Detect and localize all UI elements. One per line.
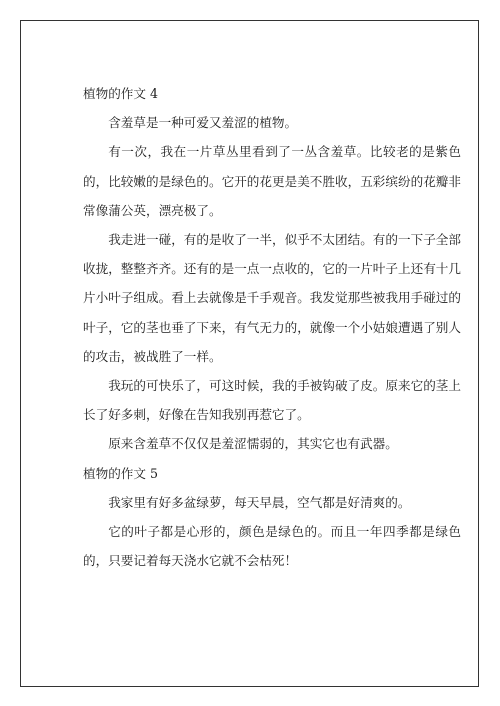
paragraph: 我玩的可快乐了，可这时候，我的手被钩破了皮。原来它的茎上长了好多刺，好像在告知我别再惹它了。 bbox=[83, 378, 461, 423]
paragraph: 有一次，我在一片草丛里看到了一丛含羞草。比较老的是紫色的，比较嫩的是绿色的。它开的花更是美不胜收，五彩缤纷的花瓣非常像蒲公英，漂亮极了。 bbox=[83, 144, 461, 218]
section-heading: 植物的作文 5 bbox=[83, 465, 158, 481]
paragraph: 我走进一碰，有的是收了一半，似乎不太团结。有的一下子全部收拢，整整齐齐。还有的是一点一点收的，它的一片叶子上还有十几片小叶子组成。看上去就像是千手观音。我发觉那些被我用手碰过的叶子，它的茎也垂了下来，有气无力的，就像一个小姑娘遭遇了别人的攻击，被战胜了一样。 bbox=[83, 232, 461, 364]
paragraph: 含羞草是一种可爱又羞涩的植物。 bbox=[108, 115, 298, 131]
paragraph: 原来含羞草不仅仅是羞涩懦弱的，其实它也有武器。 bbox=[108, 436, 398, 452]
section-heading: 植物的作文 4 bbox=[83, 86, 158, 101]
document-body bbox=[83, 79, 461, 575]
document-page bbox=[20, 20, 479, 687]
paragraph: 它的叶子都是心形的，颜色是绿色的。而且一年四季都是绿色的，只要记着每天浇水它就不会枯死！ bbox=[83, 524, 461, 569]
paragraph: 我家里有好多盆绿萝，每天早晨，空气都是好清爽的。 bbox=[108, 494, 411, 510]
